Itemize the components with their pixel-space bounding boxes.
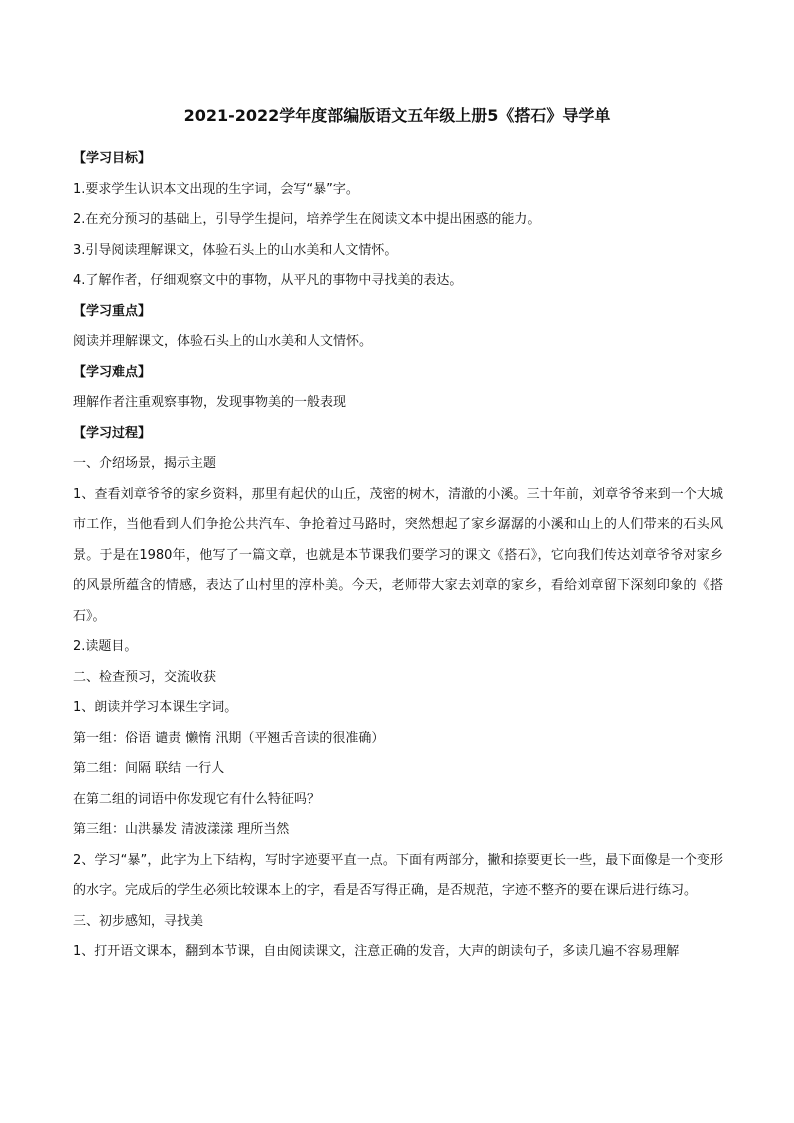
part2-item-1: 1、朗读并学习本课生字词。 [73,700,238,715]
goal-item: 2.在充分预习的基础上，引导学生提问，培养学生在阅读文本中提出困惑的能力。 [73,212,541,227]
key-text: 阅读并理解课文，体验石头上的山水美和人文情怀。 [73,334,373,349]
goal-item: 1.要求学生认识本文出现的生字词，会写“暴”字。 [73,181,359,197]
word-group-3: 第三组：山洪暴发 清波漾漾 理所当然 [73,822,290,837]
difficulty-text: 理解作者注重观察事物，发现事物美的一般表现 [73,395,347,410]
document-title: 2021-2022学年度部编版语文五年级上册5《搭石》导学单 [183,106,611,125]
part1-item-2: 2.读题目。 [73,639,138,654]
goals-heading: 【学习目标】 [73,151,152,166]
part1-heading: 一、介绍场景，揭示主题 [73,456,217,471]
part1-paragraph: 1、查看刘章爷爷的家乡资料，那里有起伏的山丘，茂密的树木，清澈的小溪。三十年前，刘章爷爷来到一个大城市工作，当他看到人们争抢公共汽车、争抢着过马路时，突然想起了家乡潺潺的小溪和山上的人们带来的石头风景。于是在1980年，他写了一篇文章，也就是本节课我们要学习的课文《搭石》，它向我们传达刘章爷爷对家乡的风景所蕴含的情感，表达了山村里的淳朴美。今天，老师带大家去刘章的家乡，看给刘章留下深刻印象的《搭石》。 [73,486,723,624]
part3-heading: 三、初步感知，寻找美 [73,913,204,929]
document-body [73,144,723,968]
key-heading: 【学习重点】 [73,303,152,319]
process-heading: 【学习过程】 [73,425,152,441]
word-group-2: 第二组：间隔 联结 一行人 [73,761,225,776]
word-group-1: 第一组：俗语 谴责 懒惰 汛期（平翘舌音读的很准确） [73,730,385,746]
part2-heading: 二、检查预习，交流收获 [73,669,217,685]
part2-paragraph: 2、学习“暴”，此字为上下结构，写时字迹要平直一点。下面有两部分，撇和捺要更长一些，最下面像是一个变形的水字。完成后的学生必须比较课本上的字，看是否写得正确，是否规范，字迹不整齐的要在课后进行练习。 [73,852,723,898]
goal-item: 3.引导阅读理解课文，体验石头上的山水美和人文情怀。 [73,242,398,258]
difficulty-heading: 【学习难点】 [73,364,152,380]
goal-item: 4.了解作者，仔细观察文中的事物，从平凡的事物中寻找美的表达。 [73,273,463,288]
part3-paragraph: 1、打开语文课本，翻到本节课，自由阅读课文，注意正确的发音，大声的朗读句子，多读几遍不容易理解 [73,944,680,959]
word-group-2-question: 在第二组的词语中你发现它有什么特征吗？ [73,791,321,807]
